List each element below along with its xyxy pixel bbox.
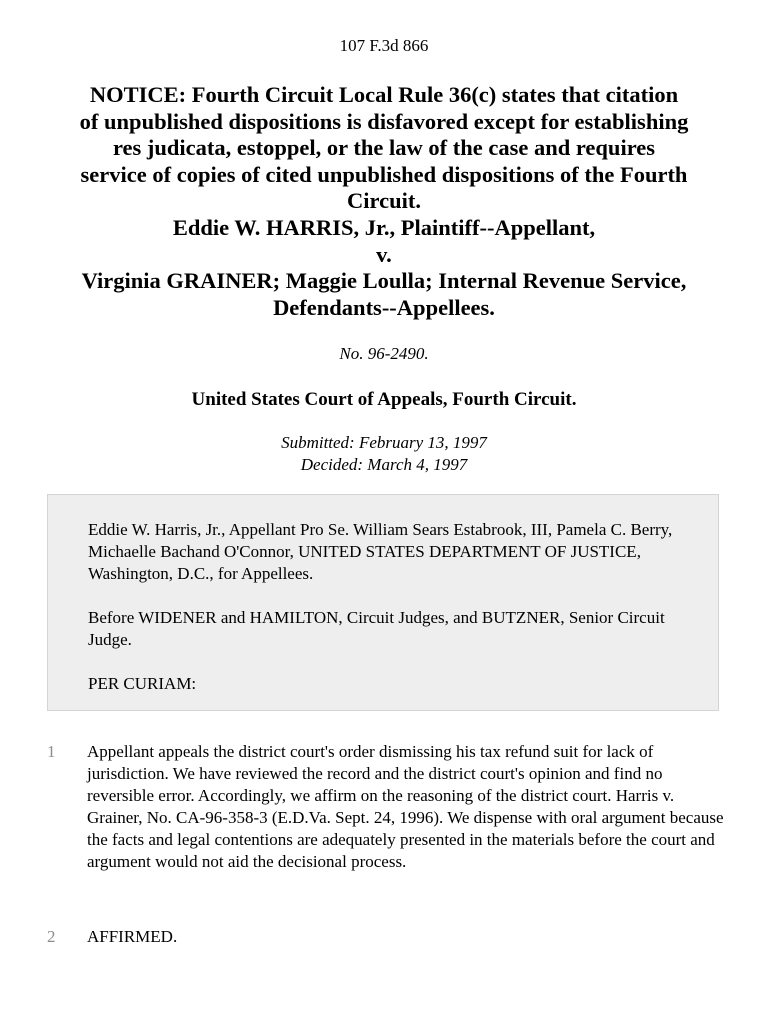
case-info-box: [47, 494, 719, 711]
panel-text: Before WIDENER and HAMILTON, Circuit Judges, and BUTZNER, Senior Circuit Judge.: [88, 608, 665, 649]
case-dates: [0, 432, 768, 476]
notice-line: service of copies of cited unpublished dispositions of the Fourth: [80, 161, 688, 187]
paragraph-text: Appellant appeals the district court's order dismissing his tax refund suit for lack of jurisdiction. We have reviewed the record and the district court's opinion and find no reversible error. Accordingly, we affirm on the reasoning of the district court. Harris v. Grainer, No. CA-96-358-3 (E.D.Va. Sept. 24, 1996). We dispense with oral argument because the facts and legal contentions are adequately presented in the materials before the court and argument would not aid the decisional process.: [87, 742, 724, 871]
defendants-line: Defendants--Appellees.: [273, 294, 495, 320]
docket-number: No. 96-2490.: [339, 344, 429, 363]
court-name: United States Court of Appeals, Fourth Circuit.: [191, 389, 577, 410]
notice-line: NOTICE: Fourth Circuit Local Rule 36(c) states that citation: [89, 82, 679, 107]
per-curiam-text: PER CURIAM:: [88, 674, 197, 693]
counsel-text: Eddie W. Harris, Jr., Appellant Pro Se. William Sears Estabrook, III, Pamela C. Berry, Michaelle Bachand O'Connor, UNITED STATES DEPARTMENT OF JUSTICE, Washington, D.C., for Appellees.: [88, 520, 673, 583]
paragraph-number: 2: [47, 927, 56, 946]
defendants-line: Virginia GRAINER; Maggie Loulla; Internal Revenue Service,: [81, 268, 687, 294]
citation-header: 107 F.3d 866: [339, 36, 429, 55]
notice-line: Circuit.: [347, 188, 421, 214]
decided-date: Decided: March 4, 1997: [300, 455, 468, 474]
versus-line: v.: [376, 241, 392, 267]
paragraph-number: 1: [47, 742, 56, 761]
notice-line: res judicata, estoppel, or the law of the case and requires: [112, 135, 656, 161]
submitted-date: Submitted: February 13, 1997: [281, 433, 487, 452]
plaintiff-line: Eddie W. HARRIS, Jr., Plaintiff--Appellant,: [172, 214, 596, 240]
notice-line: of unpublished dispositions is disfavored except for establishing: [79, 108, 689, 134]
paragraph-text: AFFIRMED.: [87, 927, 178, 946]
case-caption: [40, 82, 728, 321]
